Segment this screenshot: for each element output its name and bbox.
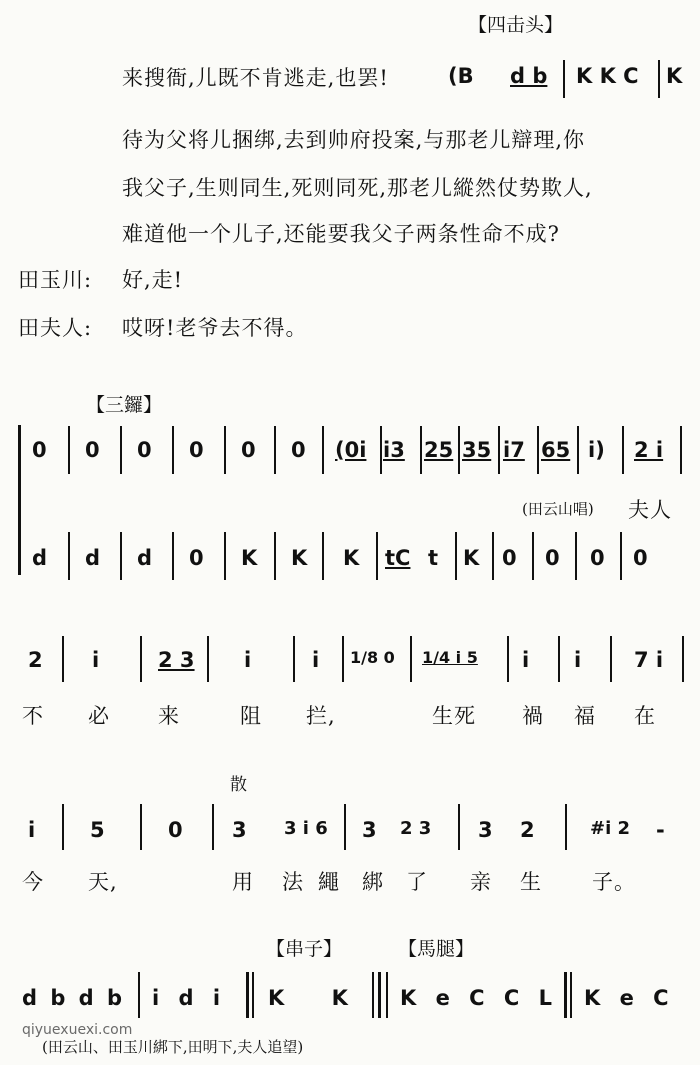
lyric-char: 必 (88, 704, 110, 728)
note: 1/4 i 5 (422, 648, 478, 667)
singer-word: 夫人 (628, 498, 672, 522)
note: 2 i (634, 438, 664, 462)
barline (563, 60, 565, 98)
note: K (291, 546, 308, 570)
note: 0 (291, 438, 306, 462)
lyric-char: 福 (574, 704, 596, 728)
barline (507, 636, 509, 682)
barline (293, 636, 295, 682)
note: tC (385, 546, 411, 570)
repeat-barline (372, 972, 374, 1018)
repeat-barline (252, 972, 254, 1018)
note-kkc: K K C (576, 64, 639, 88)
lyric-char: 生死 (432, 704, 476, 728)
speaker-tian-yuchuan: 田玉川: (18, 268, 93, 292)
note: 0 (189, 438, 204, 462)
repeat-barline (564, 972, 567, 1018)
barline (274, 426, 276, 474)
bracket-chuanzi: 【串子】 (266, 938, 343, 960)
barline (322, 426, 324, 474)
note: 35 (462, 438, 492, 462)
barline (658, 60, 660, 98)
note: K K (268, 986, 368, 1010)
lyric-char: 在 (634, 704, 656, 728)
barline (575, 532, 577, 580)
barline (455, 532, 457, 580)
note: 5 (90, 818, 105, 842)
note: 0 (545, 546, 560, 570)
bracket-sanluo: 【三鑼】 (86, 394, 163, 416)
repeat-barline (386, 972, 388, 1018)
note: K e C (584, 986, 675, 1010)
note: 0 (189, 546, 204, 570)
note: 2 (28, 648, 43, 672)
note: K (463, 546, 480, 570)
barline (212, 804, 214, 850)
note: i7 (503, 438, 525, 462)
lyric-char: 亲 (470, 870, 492, 894)
lyric-char: 子。 (592, 870, 636, 894)
barline (376, 532, 378, 580)
speaker-tian-furen: 田夫人: (18, 316, 93, 340)
barline (620, 532, 622, 580)
lyric-char: 拦, (306, 704, 336, 728)
bracket-matui: 【馬腿】 (398, 938, 475, 960)
note: K e C C L (400, 986, 558, 1010)
lyric-char: 用 (232, 870, 254, 894)
note: 7 i (634, 648, 664, 672)
note: 3 (232, 818, 247, 842)
barline (68, 426, 70, 474)
lyric-char: 不 (22, 704, 44, 728)
repeat-barline (378, 972, 381, 1018)
note: 65 (541, 438, 571, 462)
barline (342, 636, 344, 682)
barline (492, 532, 494, 580)
note: i d i (152, 986, 227, 1010)
lyric-char: 来 (158, 704, 180, 728)
note: 3 i 6 (284, 818, 328, 839)
note: i (92, 648, 100, 672)
bracket-sijitou: 【四击头】 (468, 14, 564, 36)
note: 0 (137, 438, 152, 462)
barline (68, 532, 70, 580)
note: 0 (241, 438, 256, 462)
lyric-char: 天, (88, 870, 118, 894)
note: d (137, 546, 153, 570)
barline (458, 804, 460, 850)
note: (0i (335, 438, 367, 462)
repeat-barline (246, 972, 249, 1018)
barline (682, 636, 684, 682)
note: 25 (424, 438, 454, 462)
repeat-barline (570, 972, 572, 1018)
lyric-char: 法 (282, 870, 304, 894)
note: 0 (633, 546, 648, 570)
barline (537, 426, 539, 474)
note: 0 (32, 438, 47, 462)
barline (344, 804, 346, 850)
note: K (343, 546, 360, 570)
note: d (85, 546, 101, 570)
note: d (32, 546, 48, 570)
barline (140, 636, 142, 682)
barline (140, 804, 142, 850)
text-line-2: 待为父将儿捆绑,去到帅府投案,与那老儿辯理,你 (122, 128, 586, 152)
barline (577, 426, 579, 474)
lyric-char: 綁 (362, 870, 384, 894)
note: 3 (478, 818, 493, 842)
barline (224, 426, 226, 474)
dialogue-text-2: 哎呀!老爷去不得。 (122, 316, 308, 340)
note: i) (588, 438, 605, 462)
note: t (428, 546, 439, 570)
barline (172, 532, 174, 580)
text-line-3: 我父子,生则同生,死则同死,那老儿縱然仗势欺人, (122, 176, 593, 200)
lyric-char: 阻 (240, 704, 262, 728)
text-line-4: 难道他一个儿子,还能要我父子两条性命不成? (122, 222, 560, 246)
note: i (522, 648, 530, 672)
note: 0 (168, 818, 183, 842)
note: 2 3 (400, 818, 432, 839)
barline (274, 532, 276, 580)
barline (680, 426, 682, 474)
barline (380, 426, 382, 474)
barline (62, 804, 64, 850)
text-line-1: 来搜衙,儿既不肯逃走,也罢! (122, 66, 389, 90)
lyric-char: 今 (22, 870, 44, 894)
note: 0 (590, 546, 605, 570)
barline (120, 426, 122, 474)
note: i (28, 818, 36, 842)
barline (322, 532, 324, 580)
note: i (244, 648, 252, 672)
note: i (312, 648, 320, 672)
barline (172, 426, 174, 474)
note: 2 3 (158, 648, 195, 672)
stage-direction: (田云山、田玉川綁下,田明下,夫人追望) (42, 1038, 304, 1056)
barline (62, 636, 64, 682)
barline (410, 636, 412, 682)
barline (207, 636, 209, 682)
barline (565, 804, 567, 850)
note-open-b: (B (448, 64, 474, 88)
lyric-char: 生 (520, 870, 542, 894)
note: K (241, 546, 258, 570)
note-k: K (666, 64, 683, 88)
note: i3 (383, 438, 405, 462)
singer-label: (田云山唱) (522, 500, 594, 518)
note: 1/8 0 (350, 648, 395, 667)
note: 2 (520, 818, 535, 842)
note: d b d b (22, 986, 126, 1010)
san-label: 散 (230, 775, 248, 795)
note: #i 2 (590, 818, 631, 839)
barline (610, 636, 612, 682)
note: 3 (362, 818, 377, 842)
lyric-char: 繩 (318, 870, 340, 894)
barline (224, 532, 226, 580)
barline (532, 532, 534, 580)
barline (138, 972, 140, 1018)
barline (498, 426, 500, 474)
watermark: qiyuexuexi.com (22, 1022, 133, 1038)
note: 0 (502, 546, 517, 570)
barline (558, 636, 560, 682)
lyric-char: 禍 (522, 704, 544, 728)
note: 0 (85, 438, 100, 462)
note: - (656, 818, 665, 842)
lyric-char: 了 (406, 870, 428, 894)
staff-brace (18, 425, 21, 575)
note: i (574, 648, 582, 672)
dialogue-text-1: 好,走! (122, 268, 184, 292)
barline (622, 426, 624, 474)
barline (120, 532, 122, 580)
note-db: d b (510, 64, 548, 88)
barline (458, 426, 460, 474)
barline (420, 426, 422, 474)
